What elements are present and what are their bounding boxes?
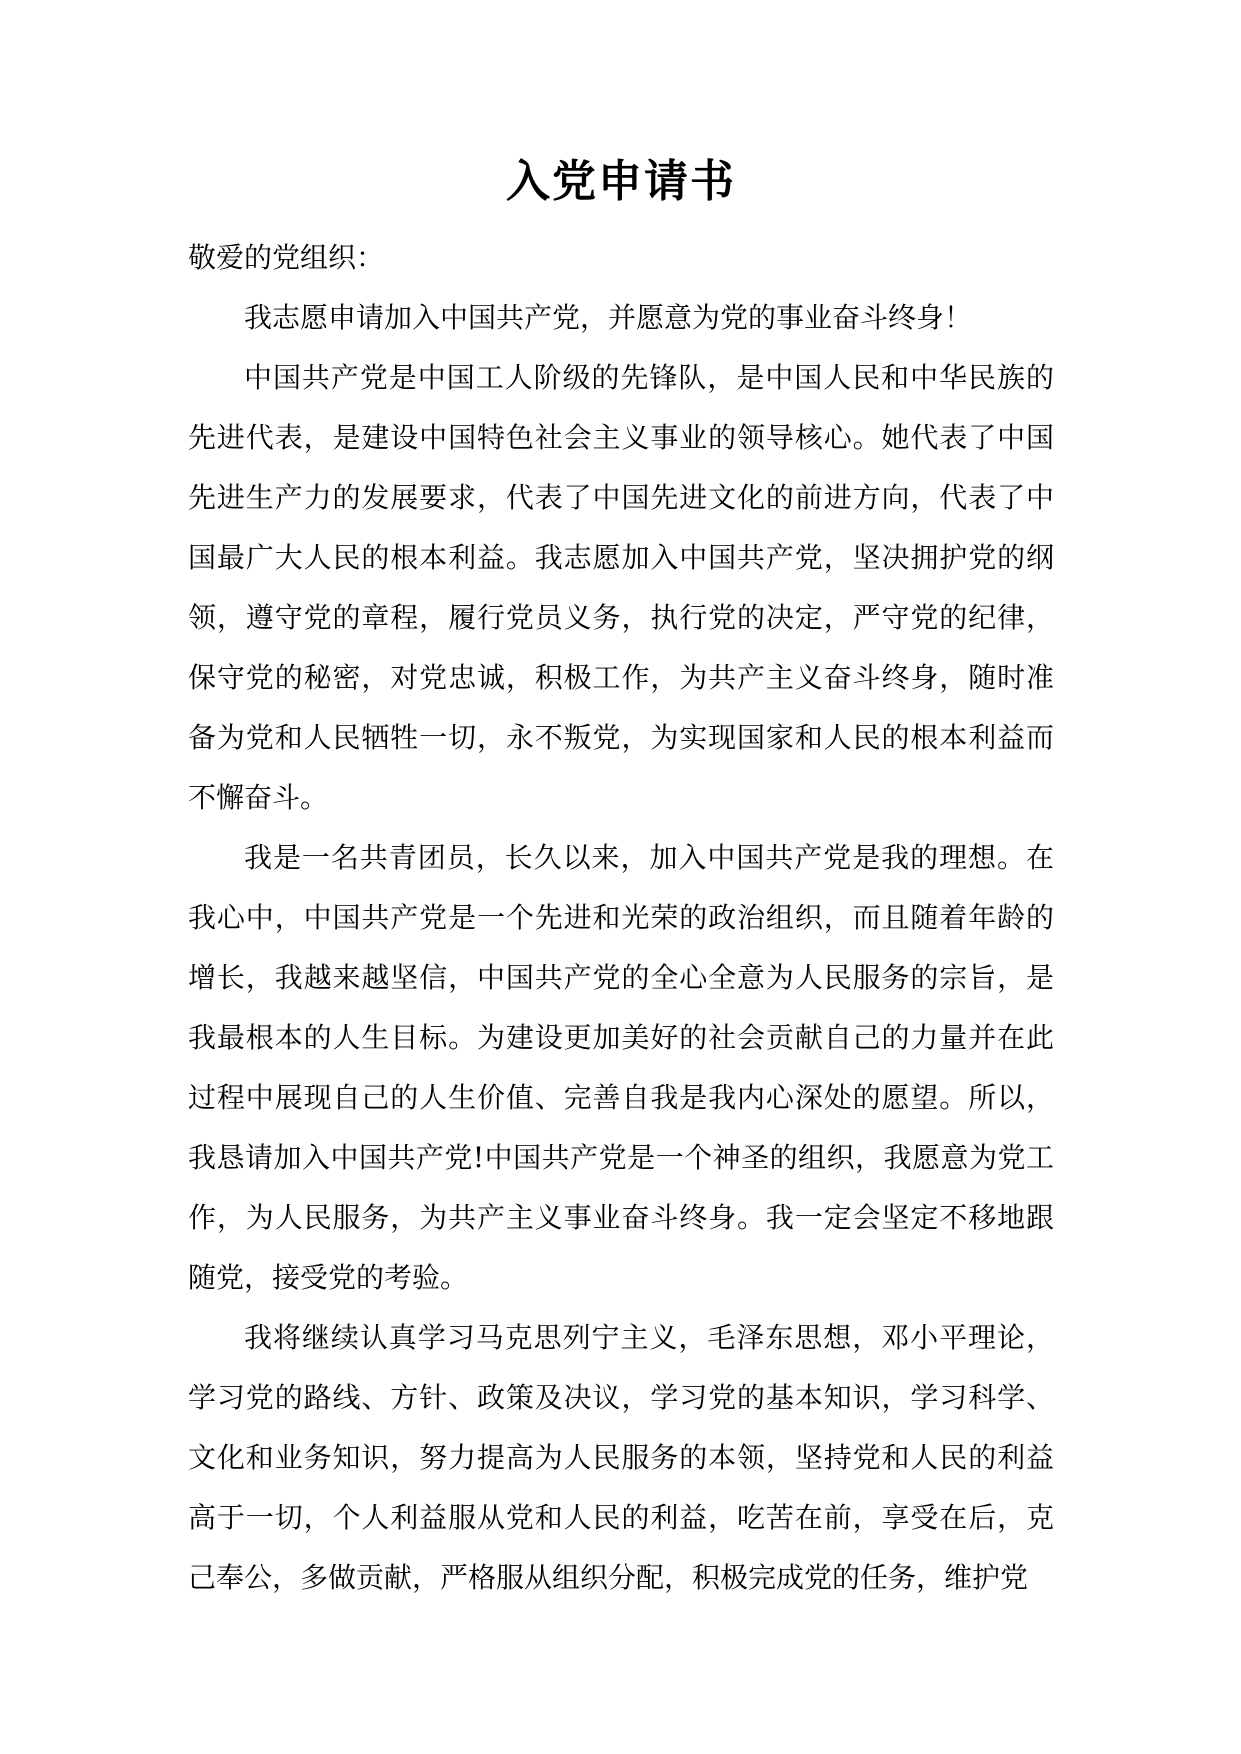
document-title: 入党申请书 xyxy=(506,156,736,207)
paragraph-party-description: 中国共产党是中国工人阶级的先锋队，是中国人民和中华民族的先进代表，是建设中国特色社会主义事业的领导核心。她代表了中国先进生产力的发展要求，代表了中国先进文化的前进方向，代表了中国最广大人民的根本利益。我志愿加入中国共产党，坚决拥护党的纲领，遵守党的章程，履行党员义务，执行党的决定，严守党的纪律，保守党的秘密，对党忠诚，积极工作，为共产主义奋斗终身，随时准备为党和人民牺牲一切，永不叛党，为实现国家和人民的根本利益而不懈奋斗。 xyxy=(188,361,1054,814)
salutation: 敬爱的党组织： xyxy=(188,241,385,274)
paragraph-commitment: 我将继续认真学习马克思列宁主义，毛泽东思想，邓小平理论，学习党的路线、方针、政策及决议，学习党的基本知识，学习科学、文化和业务知识，努力提高为人民服务的本领，坚持党和人民的利益高于一切，个人利益服从党和人民的利益，吃苦在前，享受在后，克己奉公，多做贡献，严格服从组织分配，积极完成党的任务，维护党 xyxy=(188,1321,1054,1594)
paragraph-personal-motivation: 我是一名共青团员，长久以来，加入中国共产党是我的理想。在我心中，中国共产党是一个先进和光荣的政治组织，而且随着年龄的增长，我越来越坚信，中国共产党的全心全意为人民服务的宗旨，是我最根本的人生目标。为建设更加美好的社会贡献自己的力量并在此过程中展现自己的人生价值、完善自我是我内心深处的愿望。所以，我恳请加入中国共产党!中国共产党是一个神圣的组织，我愿意为党工作，为人民服务，为共产主义事业奋斗终身。我一定会坚定不移地跟随党，接受党的考验。 xyxy=(188,841,1054,1294)
paragraph-pledge: 我志愿申请加入中国共产党，并愿意为党的事业奋斗终身！ xyxy=(244,301,973,334)
document-body xyxy=(188,150,1054,1608)
